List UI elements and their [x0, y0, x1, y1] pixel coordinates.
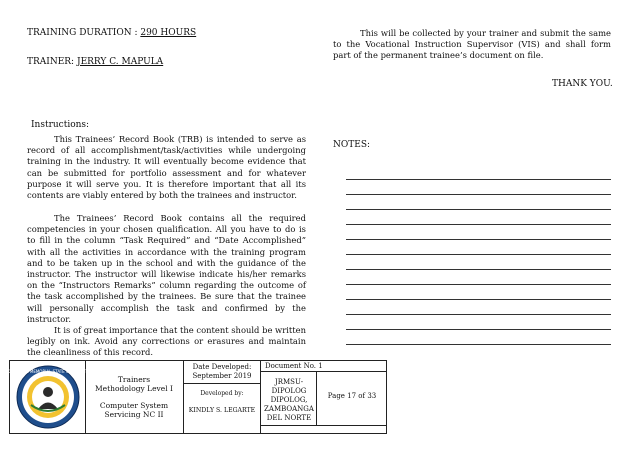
instructions-paragraph-1: This Trainees’ Record Book (TRB) is intended to serve as record of all accomplishment/task/activities while undergoing training in the industry. It will eventually become evidence that can be submitted for portfolio assessment and for whatever purpose it will serve you. It is therefore important that all its contents are viably entered by both the trainees and instructor.: [27, 134, 306, 201]
qualification-line-1: Computer System: [99, 401, 169, 410]
qualification-line-2: Servicing NC II: [104, 410, 164, 419]
university-seal-logo: [6, 365, 90, 429]
issuer: JRMSU-DIPOLOG DIPOLOG, ZAMBOANGA DEL NORTE: [264, 378, 314, 422]
note-line: [346, 269, 611, 270]
note-line: [346, 254, 611, 255]
note-line: [346, 209, 611, 210]
qualification: [86, 401, 182, 419]
date-developed: [184, 363, 260, 381]
note-line: [346, 329, 611, 330]
seal-text: JOSE RIZAL MEMORIAL STATE UNIVERSITY: [6, 369, 90, 374]
trainer-line: [27, 57, 163, 68]
thank-you: THANK YOU.: [552, 79, 613, 89]
note-line: [346, 344, 611, 345]
document-footer-table: [6, 360, 387, 434]
note-line: [346, 314, 611, 315]
trainer-label: TRAINER:: [27, 57, 75, 67]
note-line: [346, 299, 611, 300]
collection-note: This will be collected by your trainer and submit the same to the Vocational Instruction Supervisor (VIS) and shall form part of the permanent trainee’s document on file.: [333, 28, 611, 61]
note-line: [346, 239, 611, 240]
course-title-line-2: Methodology Level I: [95, 384, 173, 393]
notes-label: NOTES:: [333, 140, 371, 150]
note-line: [346, 284, 611, 285]
training-duration: [27, 28, 196, 39]
document-number: Document No. 1: [265, 362, 323, 370]
note-line: [346, 224, 611, 225]
note-line: [346, 194, 611, 195]
date-developed-label: Date Developed:: [192, 363, 252, 371]
note-line: [346, 179, 611, 180]
instructions-heading: Instructions:: [31, 120, 90, 130]
instructions-paragraph-3: It is of great importance that the content should be written legibly on ink. Avoid any corrections or erasures and maintain the cleanliness of this record.: [27, 325, 306, 358]
trainer-value: JERRY C. MAPULA: [76, 57, 164, 67]
page-number: Page 17 of 33: [327, 392, 377, 400]
date-developed-value: September 2019: [192, 372, 252, 380]
duration-value: 290 HOURS: [140, 28, 197, 38]
developer-name: KINDLY S. LEGARTE: [188, 407, 256, 414]
course-title-line-1: Trainers: [117, 375, 151, 384]
duration-label: TRAINING DURATION :: [27, 28, 138, 38]
developed-by-label: Developed by:: [200, 390, 244, 397]
instructions-paragraph-2: The Trainees’ Record Book contains all the required competencies in your chosen qualification. All you have to do is to fill in the column “Task Required” and “Date Accomplished” with all the activities in accordance with the training program and to be taken up in the school and with the guidance of the instructor. The instructor will likewise indicate his/her remarks on the “Instructors Remarks” column regarding the outcome of the task accomplished by the trainees. Be sure that the trainee will personally accomplish the task and confirmed by the instructor.: [27, 213, 306, 324]
course-title: [86, 375, 182, 393]
